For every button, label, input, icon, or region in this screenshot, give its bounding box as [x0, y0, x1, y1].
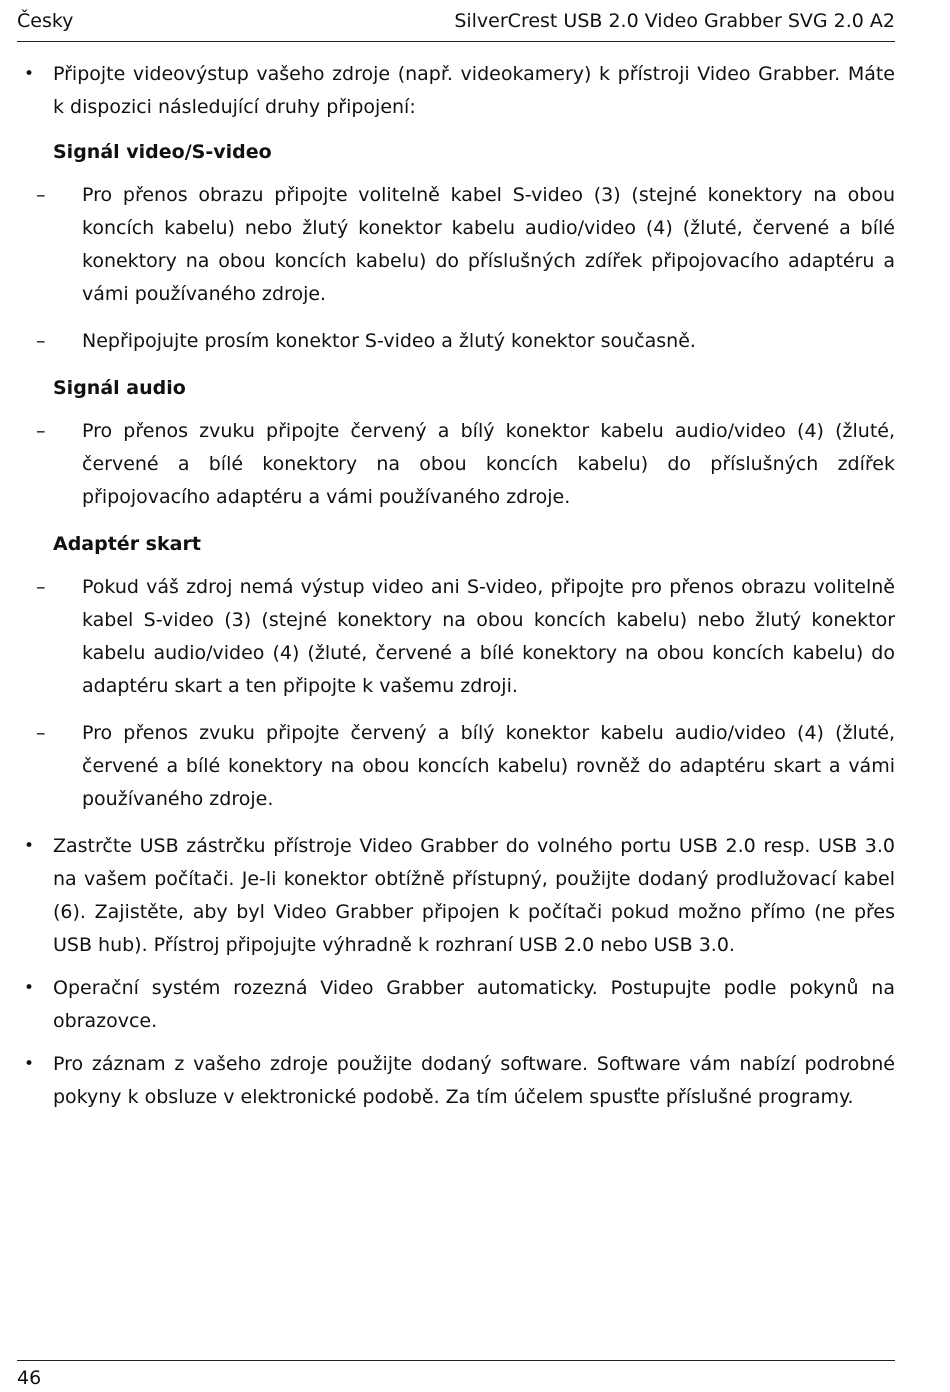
- list-item: [0, 972, 950, 1038]
- dash-text: Nepřipojujte prosím konektor S-video a žlutý konektor současně.: [82, 330, 696, 352]
- dash-text: Pro přenos zvuku připojte červený a bílý konektor kabelu audio/video (4) (žluté, červené a bílé konektory na obou koncích kabelu) do příslušných zdířek připojovacího adaptéru a vámi používaného zdroje.: [82, 420, 895, 508]
- section-heading-video: Signál video/S-video: [53, 141, 272, 163]
- list-item: [0, 179, 950, 311]
- page-body: [0, 58, 950, 1124]
- list-item: [0, 717, 950, 816]
- bullet-icon: •: [24, 1054, 35, 1074]
- bullet-text: Operační systém rozezná Video Grabber automaticky. Postupujte podle pokynů na obrazovce.: [53, 977, 895, 1032]
- list-item: [0, 571, 950, 703]
- list-item: [0, 415, 950, 514]
- dash-icon: –: [36, 184, 46, 206]
- list-item: [0, 58, 950, 124]
- bullet-icon: •: [24, 978, 35, 998]
- dash-text: Pro přenos obrazu připojte volitelně kabel S-video (3) (stejné konektory na obou koncích kabelu) nebo žlutý konektor kabelu audio/video (4) (žluté, červené a bílé konektory na obou koncích kabelu) do příslušných zdířek připojovacího adaptéru a vámi používaného zdroje.: [82, 184, 895, 305]
- bullet-icon: •: [24, 836, 35, 856]
- list-item: [0, 325, 950, 358]
- dash-icon: –: [36, 330, 46, 352]
- dash-icon: –: [36, 722, 46, 744]
- page-number: 46: [17, 1367, 42, 1389]
- bullet-icon: •: [24, 64, 35, 84]
- page-footer: [17, 1360, 895, 1389]
- dash-text: Pro přenos zvuku připojte červený a bílý konektor kabelu audio/video (4) (žluté, červené a bílé konektory na obou koncích kabelu) rovněž do adaptéru skart a vámi používaného zdroje.: [82, 722, 895, 810]
- page-header: [17, 8, 895, 42]
- section-heading-audio: Signál audio: [53, 377, 186, 399]
- section-heading-scart: Adaptér skart: [53, 533, 201, 555]
- dash-icon: –: [36, 420, 46, 442]
- header-product-title: SilverCrest USB 2.0 Video Grabber SVG 2.0 A2: [454, 10, 895, 32]
- header-language: Česky: [17, 10, 74, 32]
- bullet-text: Pro záznam z vašeho zdroje použijte dodaný software. Software vám nabízí podrobné pokyny k obsluze v elektronické podobě. Za tím účelem spusťte příslušné programy.: [53, 1053, 895, 1108]
- list-item: [0, 830, 950, 962]
- list-item: [0, 1048, 950, 1114]
- bullet-text: Připojte videovýstup vašeho zdroje (např. videokamery) k přístroji Video Grabber. Máte k dispozici následující druhy připojení:: [53, 63, 895, 118]
- dash-icon: –: [36, 576, 46, 598]
- dash-text: Pokud váš zdroj nemá výstup video ani S-video, připojte pro přenos obrazu volitelně kabel S-video (3) (stejné konektory na obou koncích kabelu) nebo žlutý konektor kabelu audio/video (4) (žluté, červené a bílé konektory na obou koncích kabelu) do adaptéru skart a ten připojte k vašemu zdroji.: [82, 576, 895, 697]
- bullet-text: Zastrčte USB zástrčku přístroje Video Grabber do volného portu USB 2.0 resp. USB 3.0 na vašem počítači. Je-li konektor obtížně přístupný, použijte dodaný prodlužovací kabel (6). Zajistěte, aby byl Video Grabber připojen k počítači pokud možno přímo (ne přes USB hub). Přístroj připojujte výhradně k rozhraní USB 2.0 nebo USB 3.0.: [53, 835, 895, 956]
